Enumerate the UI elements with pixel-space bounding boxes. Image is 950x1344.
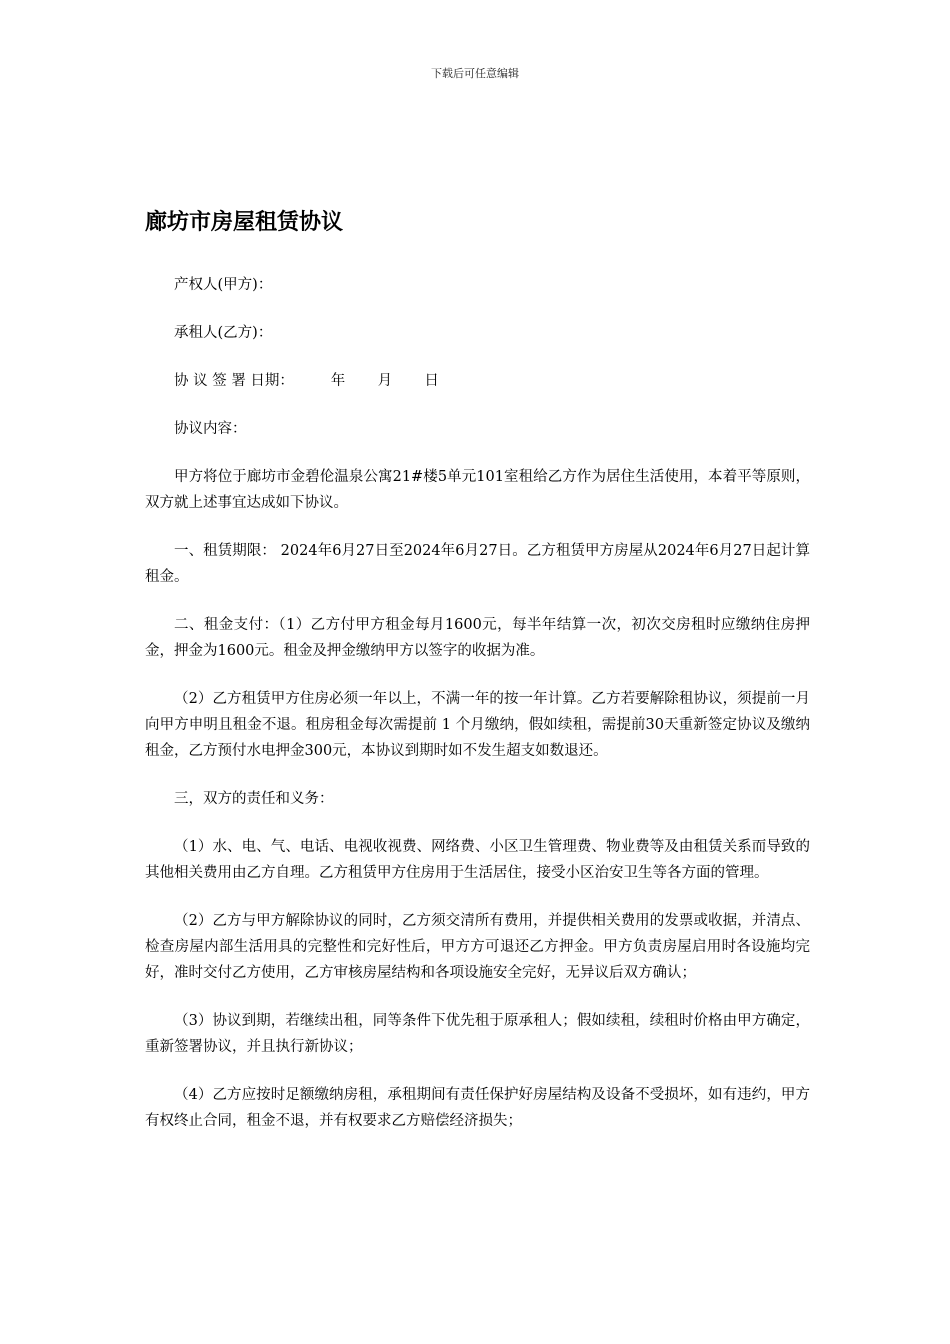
responsibilities-heading: 三，双方的责任和义务：: [174, 791, 334, 807]
responsibility-clause-1: （1）水、电、气、电话、电视收视费、网络费、小区卫生管理费、物业费等及由租赁关系而导致的其他相关费用由乙方自理。乙方租赁甲方住房用于生活居住，接受小区治安卫生等各方面的管理。: [145, 839, 810, 881]
agreement-content-heading: 协议内容：: [174, 421, 247, 437]
lease-term-paragraph: 一、租赁期限： 2024年6月27日至2024年6月27日。乙方租赁甲方房屋从2024年6月27日起计算租金。: [145, 543, 810, 585]
header-note: 下载后可任意编辑: [431, 67, 519, 80]
document-title: 廊坊市房屋租赁协议: [145, 210, 344, 235]
responsibility-clause-2: （2）乙方与甲方解除协议的同时，乙方须交清所有费用，并提供相关费用的发票或收据，并清点、检查房屋内部生活用具的完整性和完好性后，甲方方可退还乙方押金。甲方负责房屋启用时各设施均完好，准时交付乙方使用，乙方审核房屋结构和各项设施安全完好，无异议后双方确认；: [145, 913, 810, 981]
agreement-body: [145, 272, 810, 1156]
rent-payment-paragraph: 二、租金支付：（1）乙方付甲方租金每月1600元，每半年结算一次，初次交房租时应缴纳住房押金，押金为1600元。租金及押金缴纳甲方以签字的收据为准。: [145, 617, 810, 659]
responsibility-clause-3: （3）协议到期，若继续出租，同等条件下优先租于原承租人；假如续租，续租时价格由甲方确定，重新签署协议，并且执行新协议；: [145, 1013, 810, 1055]
signing-date-field: 协 议 签 署 日期： 年 月 日: [174, 373, 439, 389]
rent-payment-clause-2: （2）乙方租赁甲方住房必须一年以上，不满一年的按一年计算。乙方若要解除租协议，须提前一月向甲方申明且租金不退。租房租金每次需提前 1 个月缴纳，假如续租，需提前30天重新签定协议及缴纳租金，乙方预付水电押金300元，本协议到期时如不发生超支如数退还。: [145, 691, 810, 759]
intro-paragraph: 甲方将位于廊坊市金碧伦温泉公寓21#楼5单元101室租给乙方作为居住生活使用，本着平等原则，双方就上述事宜达成如下协议。: [145, 469, 810, 511]
responsibility-clause-4: （4）乙方应按时足额缴纳房租，承租期间有责任保护好房屋结构及设备不受损坏，如有违约，甲方有权终止合同，租金不退，并有权要求乙方赔偿经济损失；: [145, 1087, 810, 1129]
party-a-field: 产权人(甲方)：: [174, 277, 273, 293]
party-b-field: 承租人(乙方)：: [174, 325, 273, 341]
